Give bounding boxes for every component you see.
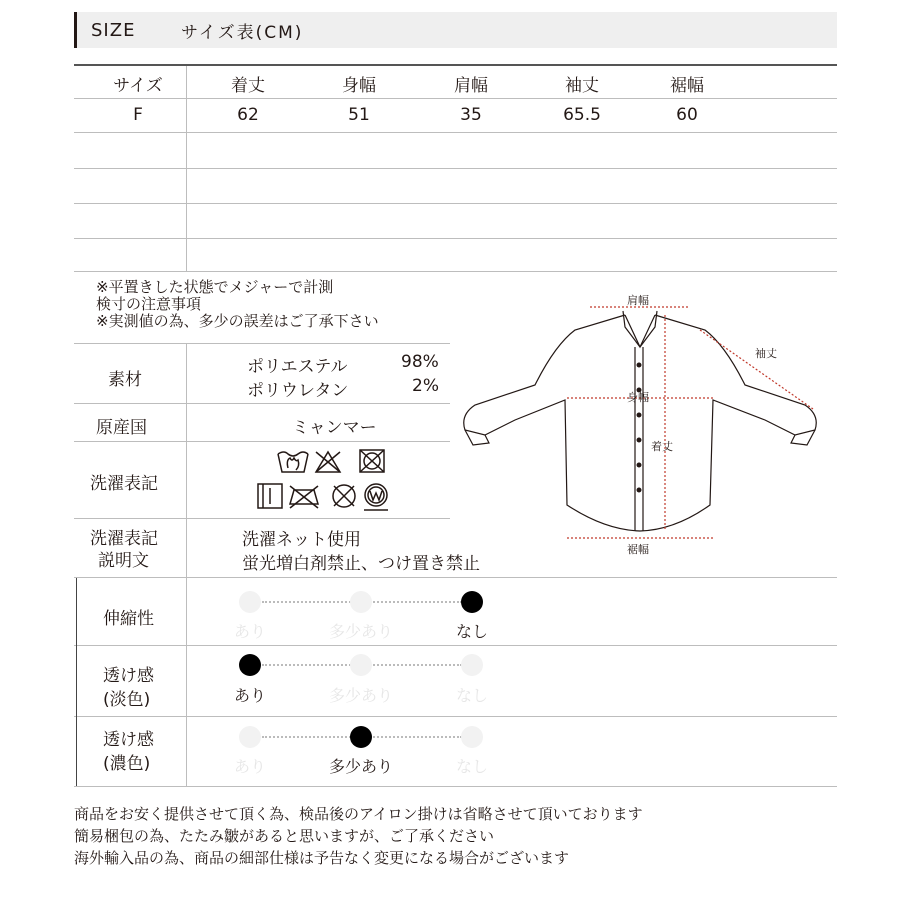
- divider: [186, 578, 187, 786]
- table-cell: 62: [237, 105, 259, 125]
- divider: [76, 578, 77, 786]
- divider: [74, 645, 837, 646]
- divider: [186, 66, 187, 271]
- footer-line: 商品をお安く提供させて頂く為、検品後のアイロン掛けは省略させて頂いております: [74, 805, 643, 823]
- diagram-label: 袖丈: [755, 347, 777, 360]
- scale-option: なし: [455, 757, 488, 776]
- section-header: [74, 12, 837, 48]
- drip-dry-icon: [258, 484, 282, 508]
- origin-label: 原産国: [96, 418, 147, 438]
- care-symbols-row2: [256, 482, 396, 516]
- divider: [74, 577, 837, 578]
- column-header: 身幅: [342, 76, 376, 96]
- divider: [74, 168, 837, 169]
- column-header: 裾幅: [670, 76, 704, 96]
- divider: [186, 344, 187, 577]
- scale-option-selected: なし: [455, 622, 488, 641]
- footer-line: 簡易梱包の為、たたみ皺があると思いますが、ご了承ください: [74, 827, 495, 845]
- scale-option: 多少あり: [328, 686, 393, 705]
- scale-label-line: (濃色): [103, 754, 151, 774]
- hand-wash-icon: [278, 452, 308, 472]
- measurement-notes: [96, 279, 379, 330]
- wet-clean-icon: [364, 484, 388, 510]
- scale-option-selected: あり: [233, 686, 266, 705]
- divider: [74, 64, 837, 66]
- divider: [74, 238, 837, 239]
- no-bleach-icon: [316, 452, 340, 472]
- column-header: サイズ: [113, 76, 163, 96]
- scale-label: [103, 664, 154, 712]
- divider: [74, 786, 837, 787]
- note-line: 検寸の注意事項: [96, 295, 202, 313]
- scale-label-line: (淡色): [103, 690, 151, 710]
- divider: [74, 203, 837, 204]
- material-label: 素材: [108, 370, 142, 390]
- scale-dot-selected: [239, 654, 261, 676]
- footer-notes: [74, 803, 643, 869]
- diagram-label: 着丈: [651, 440, 673, 453]
- diagram-label: 身幅: [627, 391, 649, 404]
- diagram-label: 肩幅: [627, 294, 649, 307]
- divider: [74, 343, 450, 344]
- size-table-title: サイズ表(CM): [181, 23, 304, 43]
- care-desc-label-line: 説明文: [98, 551, 149, 571]
- scale-option: あり: [233, 622, 266, 641]
- table-cell: F: [133, 105, 143, 125]
- scale-label: [103, 728, 154, 776]
- table-cell: 60: [676, 105, 698, 125]
- size-heading: SIZE: [91, 20, 136, 41]
- note-line: ※実測値の為、多少の誤差はご了承下さい: [96, 312, 379, 330]
- care-desc-label-line: 洗濯表記: [90, 529, 158, 549]
- material-percent: 98%: [401, 352, 439, 372]
- scale-dot: [461, 726, 483, 748]
- column-header: 肩幅: [454, 76, 488, 96]
- scale-dot-selected: [461, 591, 483, 613]
- care-desc-line: 蛍光増白剤禁止、つけ置き禁止: [242, 554, 480, 574]
- divider: [74, 271, 837, 272]
- divider: [74, 98, 837, 99]
- table-cell: 35: [460, 105, 482, 125]
- divider: [74, 132, 837, 133]
- scale-label-line: 透け感: [103, 666, 154, 686]
- scale-label-line: 透け感: [103, 730, 154, 750]
- scale-dot: [239, 726, 261, 748]
- scale-option: あり: [233, 757, 266, 776]
- scale-dot: [239, 591, 261, 613]
- origin-value: ミャンマー: [292, 418, 377, 438]
- scale-label: 伸縮性: [103, 609, 154, 629]
- scale-dot: [350, 654, 372, 676]
- no-iron-icon: [290, 486, 318, 508]
- care-desc-line: 洗濯ネット使用: [242, 530, 361, 550]
- divider: [74, 403, 450, 404]
- diagram-label: 裾幅: [627, 543, 649, 556]
- scale-dot-selected: [350, 726, 372, 748]
- care-label: 洗濯表記: [90, 474, 158, 494]
- material-name: ポリウレタン: [247, 381, 349, 401]
- garment-diagram: [455, 285, 895, 560]
- note-line: ※平置きした状態でメジャーで計測: [96, 278, 334, 296]
- scale-dot: [461, 654, 483, 676]
- divider: [74, 716, 837, 717]
- divider: [74, 441, 450, 442]
- footer-line: 海外輸入品の為、商品の細部仕様は予告なく変更になる場合がございます: [74, 849, 570, 867]
- scale-option: 多少あり: [328, 622, 393, 641]
- material-percent: 2%: [412, 376, 439, 396]
- column-header: 袖丈: [565, 76, 599, 96]
- material-name: ポリエステル: [247, 357, 348, 377]
- care-desc-label: [90, 528, 158, 572]
- scale-option-selected: 多少あり: [328, 757, 393, 776]
- scale-option: なし: [455, 686, 488, 705]
- table-cell: 65.5: [563, 105, 601, 125]
- scale-dot: [350, 591, 372, 613]
- divider: [74, 518, 450, 519]
- care-desc-text: [242, 528, 480, 576]
- no-tumble-dry-icon: [360, 450, 384, 472]
- column-header: 着丈: [231, 76, 265, 96]
- table-cell: 51: [348, 105, 370, 125]
- no-dry-clean-icon: [333, 485, 355, 507]
